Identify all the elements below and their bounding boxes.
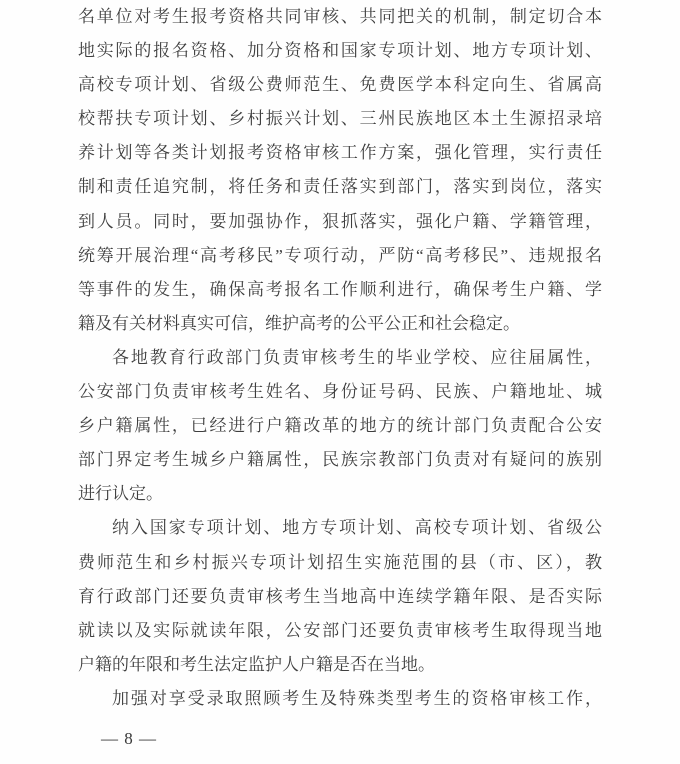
text-line: 等事件的发生，确保高考报名工作顺利进行，确保考生户籍、学: [78, 279, 602, 299]
text-line: 校帮扶专项计划、乡村振兴计划、三州民族地区本土生源招录培: [78, 109, 602, 129]
text-line paragraph-end: 进行认定。: [78, 484, 163, 504]
text-line: 制和责任追究制，将任务和责任落实到部门，落实到岗位，落实: [78, 177, 602, 197]
text-line paragraph-end: 籍及有关材料真实可信，维护高考的公平公正和社会稳定。: [78, 313, 520, 333]
page-number: — 8 —: [101, 729, 157, 748]
text-line: 费师范生和乡村振兴专项计划招生实施范围的县（市、区），教: [78, 552, 602, 572]
text-line: 乡户籍属性，已经进行户籍改革的地方的统计部门负责配合公安: [78, 416, 602, 436]
text-line: 名单位对考生报考资格共同审核、共同把关的机制，制定切合本: [78, 7, 602, 26]
text-line: 养计划等各类计划报考资格审核工作方案，强化管理，实行责任: [78, 143, 602, 163]
text-line: 育行政部门还要负责审核考生当地高中连续学籍年限、是否实际: [78, 586, 602, 606]
text-line paragraph-start: 各地教育行政部门负责审核考生的毕业学校、应往届属性，: [112, 347, 602, 367]
text-line: 高校专项计划、省级公费师范生、免费医学本科定向生、省属高: [78, 75, 602, 95]
text-line paragraph-end: 户籍的年限和考生法定监护人户籍是否在当地。: [78, 654, 435, 674]
text-line: 到人员。同时，要加强协作，狠抓落实，强化户籍、学籍管理，: [78, 211, 602, 231]
document-body: [78, 0, 602, 716]
text-line: 部门界定考生城乡户籍属性，民族宗教部门负责对有疑问的族别: [78, 450, 602, 470]
text-line paragraph-start: 加强对享受录取照顾考生及特殊类型考生的资格审核工作，: [112, 688, 602, 708]
text-line: 就读以及实际就读年限，公安部门还要负责审核考生取得现当地: [78, 620, 602, 640]
text-line: 地实际的报名资格、加分资格和国家专项计划、地方专项计划、: [78, 41, 602, 61]
text-line: 统筹开展治理“高考移民”专项行动，严防“高考移民”、违规报名: [78, 245, 602, 265]
text-line paragraph-start: 纳入国家专项计划、地方专项计划、高校专项计划、省级公: [112, 518, 602, 538]
text-line: 公安部门负责审核考生姓名、身份证号码、民族、户籍地址、城: [78, 382, 602, 402]
